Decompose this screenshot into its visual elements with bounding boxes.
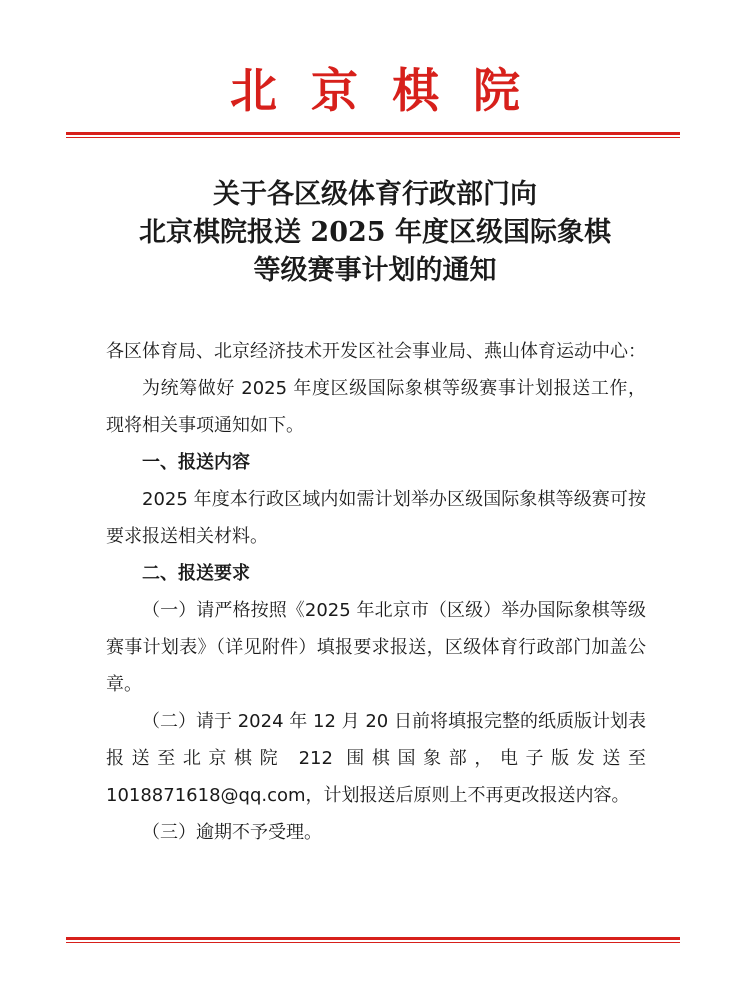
document-body bbox=[106, 333, 646, 851]
masthead-org-name: 北京棋院 bbox=[230, 64, 554, 119]
footer-red-rule bbox=[66, 937, 680, 943]
section-2-item-1: （一）请严格按照《2025 年北京市（区级）举办国际象棋等级赛事计划表》（详见附件）填报要求报送，区级体育行政部门加盖公章。 bbox=[106, 600, 646, 695]
title-line-1: 关于各区级体育行政部门向 bbox=[213, 179, 537, 210]
document-title bbox=[90, 176, 660, 290]
masthead-red-rule bbox=[66, 132, 680, 138]
section-1-heading: 一、报送内容 bbox=[142, 452, 250, 473]
section-2-item-3: （三）逾期不予受理。 bbox=[142, 822, 322, 843]
section-2-item-2: （二）请于 2024 年 12 月 20 日前将填报完整的纸质版计划表报送至北京棋院 212 围棋国象部，电子版发送至 1018871618@qq.com，计划报送后原则上不再更改报送内容。 bbox=[106, 711, 646, 806]
addressee: 各区体育局、北京经济技术开发区社会事业局、燕山体育运动中心： bbox=[106, 341, 646, 362]
intro-paragraph: 为统筹做好 2025 年度区级国际象棋等级赛事计划报送工作，现将相关事项通知如下。 bbox=[106, 378, 646, 436]
section-1-text: 2025 年度本行政区域内如需计划举办区级国际象棋等级赛可按要求报送相关材料。 bbox=[106, 489, 646, 547]
section-2-heading: 二、报送要求 bbox=[142, 563, 250, 584]
title-line-2: 北京棋院报送 2025 年度区级国际象棋 bbox=[139, 217, 611, 248]
title-line-3: 等级赛事计划的通知 bbox=[253, 255, 497, 286]
